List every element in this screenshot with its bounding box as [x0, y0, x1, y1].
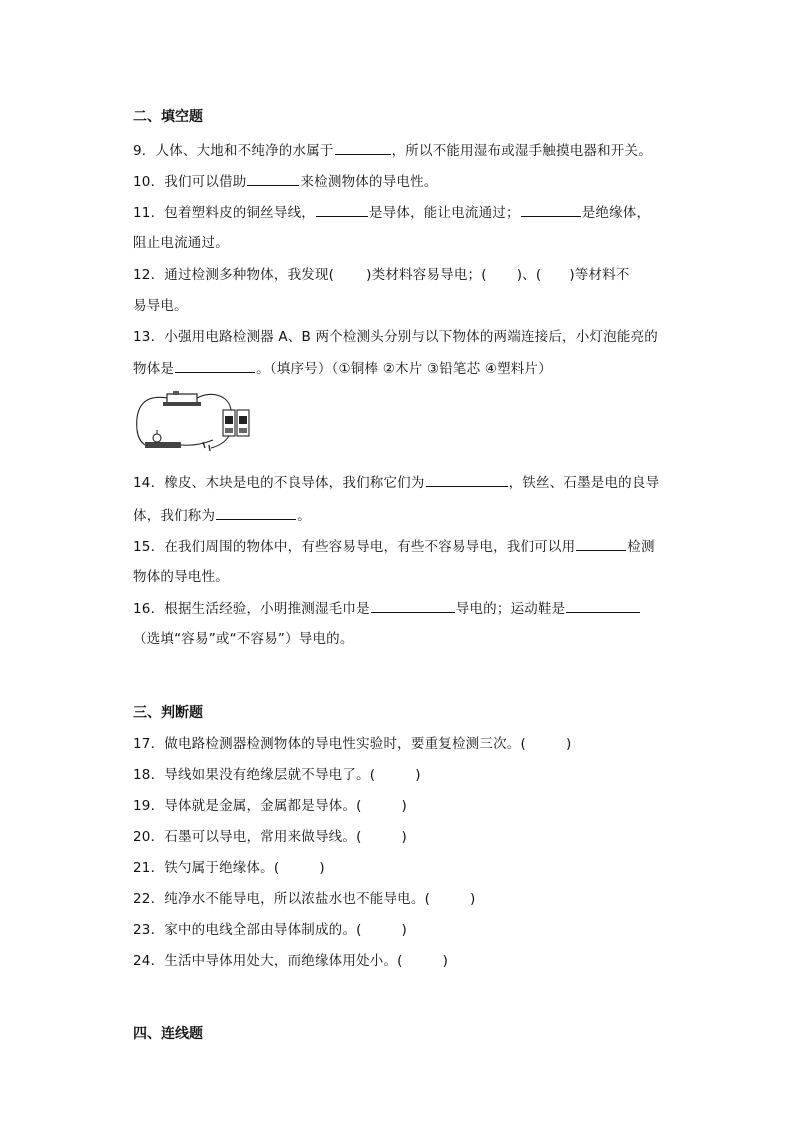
paren-close: )	[442, 953, 449, 969]
judgement-item-20	[133, 828, 407, 846]
q14-text-d: 。	[297, 508, 311, 524]
answer-blank[interactable]	[566, 599, 640, 613]
item-text: 22．纯净水不能导电，所以浓盐水也不能导电。(	[133, 891, 431, 907]
battery-mark-2	[239, 428, 247, 433]
question-13-line-2	[133, 359, 552, 378]
paren-close: )	[401, 798, 408, 814]
paren-close: )	[319, 860, 325, 876]
question-15-line-1	[133, 537, 655, 556]
item-text: 19．导体就是金属，金属都是导体。(	[133, 798, 362, 814]
paren-close: )	[470, 891, 476, 907]
section-3-title: 三、判断题	[133, 705, 203, 721]
section-2-title: 二、填空题	[133, 109, 203, 125]
q13-text-b: 物体是	[133, 361, 175, 377]
q10-text-b: 来检测物体的导电性。	[300, 174, 438, 190]
bulb-icon	[153, 434, 161, 442]
q12-text-b: )类材料容易导电；(	[366, 267, 487, 283]
q10-text-a: 10．我们可以借助	[133, 174, 247, 190]
q11-text-a: 11．包着塑料皮的铜丝导线，	[133, 205, 315, 221]
item-text: 20．石墨可以导电，常用来做导线。(	[133, 829, 362, 845]
battery-base	[163, 402, 201, 406]
judgement-item-19	[133, 797, 407, 815]
question-11-line-2: 阻止电流通过。	[133, 235, 229, 251]
question-16-line-1	[133, 599, 641, 618]
q11-text-c: 是绝缘体，	[581, 205, 651, 221]
probe-tip-b	[209, 445, 210, 451]
lead-b	[211, 436, 229, 448]
q16-text-a: 16．根据生活经验，小明推测湿毛巾是	[133, 601, 370, 617]
q12-text-d: )等材料不	[569, 267, 630, 283]
q16-text-b: 导电的；运动鞋是	[455, 601, 566, 617]
question-11-line-1	[133, 203, 650, 222]
question-12-line-1	[133, 266, 630, 284]
question-16-line-2: （选填“容易”或“不容易”）导电的。	[133, 631, 354, 647]
judgement-item-24	[133, 952, 448, 970]
q14-text-b: ，铁丝、石墨是电的良导	[508, 475, 660, 491]
battery-label-2	[239, 416, 247, 424]
q12-text-a: 12．通过检测多种物体，我发现(	[133, 267, 335, 283]
judgement-item-18	[133, 766, 421, 784]
q11-text-b: 是导体，能让电流通过；	[368, 205, 520, 221]
paren-close: )	[415, 767, 421, 783]
q12-text-c: )、(	[516, 267, 542, 283]
paren-close: )	[401, 922, 408, 938]
answer-blank[interactable]	[521, 203, 581, 217]
answer-blank[interactable]	[335, 141, 391, 155]
judgement-item-22	[133, 890, 476, 908]
q13-text-c: 。（填序号）（①铜棒 ②木片 ③铅笔芯 ④塑料片）	[256, 361, 552, 377]
q9-text-a: 9．人体、大地和不纯净的水属于	[133, 143, 334, 159]
answer-blank[interactable]	[576, 537, 626, 551]
q15-text-a: 15．在我们周围的物体中，有些容易导电，有些不容易导电，我们可以用	[133, 539, 576, 555]
item-text: 24．生活中导体用处大，而绝缘体用处小。(	[133, 953, 403, 969]
question-13-line-1: 13．小强用电路检测器 A、B 两个检测头分别与以下物体的两端连接后，小灯泡能亮的	[133, 329, 658, 345]
item-text: 23．家中的电线全部由导体制成的。(	[133, 922, 362, 938]
paren-close: )	[565, 736, 572, 752]
item-text: 17．做电路检测器检测物体的导电性实验时，要重复检测三次。(	[133, 736, 526, 752]
wire-left	[137, 397, 167, 446]
item-text: 18．导线如果没有绝缘层就不导电了。(	[133, 767, 376, 783]
answer-blank[interactable]	[371, 599, 455, 613]
q14-text-c: 体，我们称为	[133, 508, 216, 524]
question-9	[133, 141, 652, 160]
bulb-base	[145, 442, 181, 448]
section-4-title: 四、连线题	[133, 1026, 203, 1042]
judgement-item-23	[133, 921, 407, 939]
lead-a	[181, 440, 213, 445]
q9-text-b: ，所以不能用湿布或湿手触摸电器和开关。	[391, 143, 652, 159]
q14-text-a: 14．橡皮、木块是电的不良导体，我们称它们为	[133, 475, 425, 491]
circuit-tester-illustration	[133, 388, 251, 456]
judgement-item-17	[133, 735, 571, 753]
answer-blank[interactable]	[175, 359, 255, 373]
question-15-line-2: 物体的导电性。	[133, 569, 229, 585]
battery-terminal	[173, 391, 179, 395]
question-14-line-1	[133, 473, 659, 492]
paren-close: )	[401, 829, 408, 845]
battery-label-1	[225, 416, 233, 424]
judgement-item-21	[133, 859, 325, 877]
q15-text-b: 检测	[627, 539, 655, 555]
answer-blank[interactable]	[247, 172, 299, 186]
question-14-line-2	[133, 506, 311, 525]
wire-right	[197, 394, 231, 410]
answer-blank[interactable]	[316, 203, 368, 217]
item-text: 21．铁勺属于绝缘体。(	[133, 860, 280, 876]
question-12-line-2: 易导电。	[133, 298, 188, 314]
battery-mark-1	[225, 428, 233, 433]
answer-blank[interactable]	[216, 506, 296, 520]
answer-blank[interactable]	[426, 473, 508, 487]
question-10	[133, 172, 437, 191]
